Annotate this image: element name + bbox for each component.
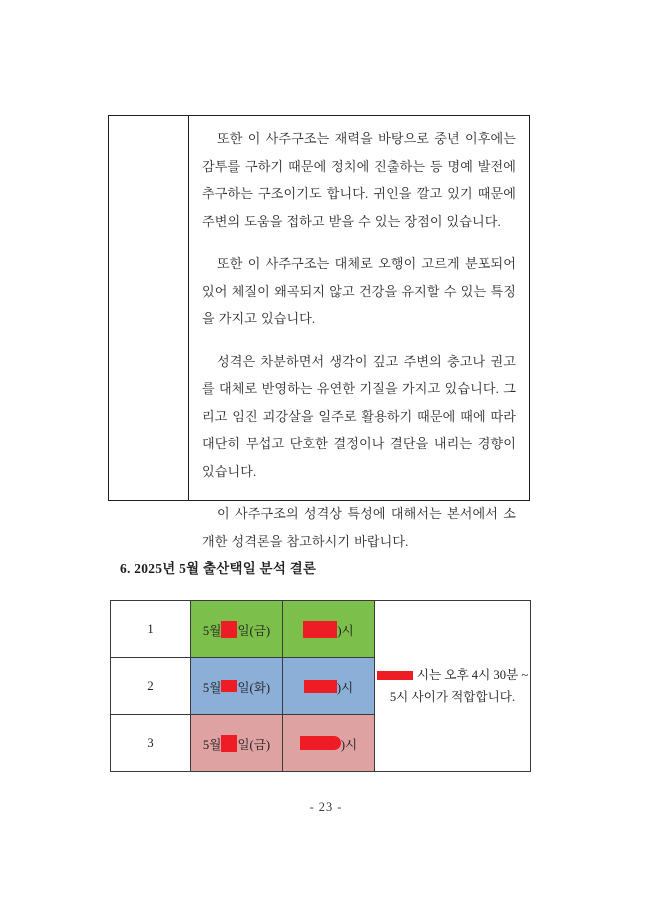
date-suffix-1: 일(금) — [237, 623, 271, 638]
date-cell-1 — [191, 601, 283, 658]
date-cell-3 — [191, 715, 283, 772]
redaction-block-note — [377, 671, 413, 680]
table-text-column — [189, 116, 529, 549]
paragraph-4: 이 사주구조의 성격상 특성에 대해서는 본서에서 소개한 성격론을 참고하시기 바랍니다. — [202, 506, 516, 549]
date-cell-2 — [191, 658, 283, 715]
redaction-block-time-3 — [300, 736, 341, 750]
date-suffix-2: 일(화) — [237, 680, 271, 695]
redaction-block-time-1 — [303, 621, 337, 638]
page-number: - 23 - — [309, 800, 343, 814]
time-suffix-1: )시 — [337, 623, 354, 638]
paragraph-1: 또한 이 사주구조는 재력을 바탕으로 중년 이후에는 감투를 구하기 때문에 정치에 진출하는 등 명예 발전에 추구하는 구조이기도 합니다. 귀인을 깔고 있기 때문에 주변의 도움을 접하고 받을 수 있는 장점이 있습니다. — [202, 131, 516, 229]
date-prefix-3: 5월 — [202, 737, 222, 752]
time-cell-1 — [283, 601, 375, 658]
date-suffix-3: 일(금) — [237, 737, 271, 752]
redaction-block-time-2 — [304, 680, 337, 693]
rank-cell-2: 2 — [111, 658, 191, 715]
redaction-block-day-2 — [221, 680, 237, 692]
redaction-block-day-3 — [221, 735, 237, 752]
body-text-table — [108, 115, 530, 549]
time-cell-3 — [283, 715, 375, 772]
rank-cell-1: 1 — [111, 601, 191, 658]
time-cell-2 — [283, 658, 375, 715]
note-line-2-text: 5시 사이가 적합합니다. — [389, 690, 516, 704]
note-cell — [375, 601, 531, 772]
date-prefix-2: 5월 — [202, 680, 222, 695]
rank-cell-3: 3 — [111, 715, 191, 772]
paragraph-3: 성격은 차분하면서 생각이 깊고 주변의 충고나 권고를 대체로 반영하는 유연한 기질을 가지고 있습니다. 그리고 임진 괴강살을 일주로 활용하기 때문에 때에 따라 대단히 무섭고 단호한 결정이나 결단을 내리는 경향이 있습니다. — [202, 353, 516, 479]
time-suffix-2: )시 — [336, 680, 354, 695]
conclusion-table — [110, 600, 531, 772]
note-line-1-text: 시는 오후 4시 30분 ~ — [416, 668, 529, 682]
table-row — [111, 601, 531, 658]
time-suffix-3: )시 — [340, 737, 358, 752]
paragraph-2: 또한 이 사주구조는 대체로 오행이 고르게 분포되어 있어 체질이 왜곡되지 않고 건강을 유지할 수 있는 특징을 가지고 있습니다. — [202, 256, 516, 326]
section-heading: 6. 2025년 5월 출산택일 분석 결론 — [120, 561, 317, 576]
redaction-block-day-1 — [221, 621, 237, 638]
date-prefix-1: 5월 — [202, 623, 222, 638]
table-gutter-column — [109, 116, 189, 500]
